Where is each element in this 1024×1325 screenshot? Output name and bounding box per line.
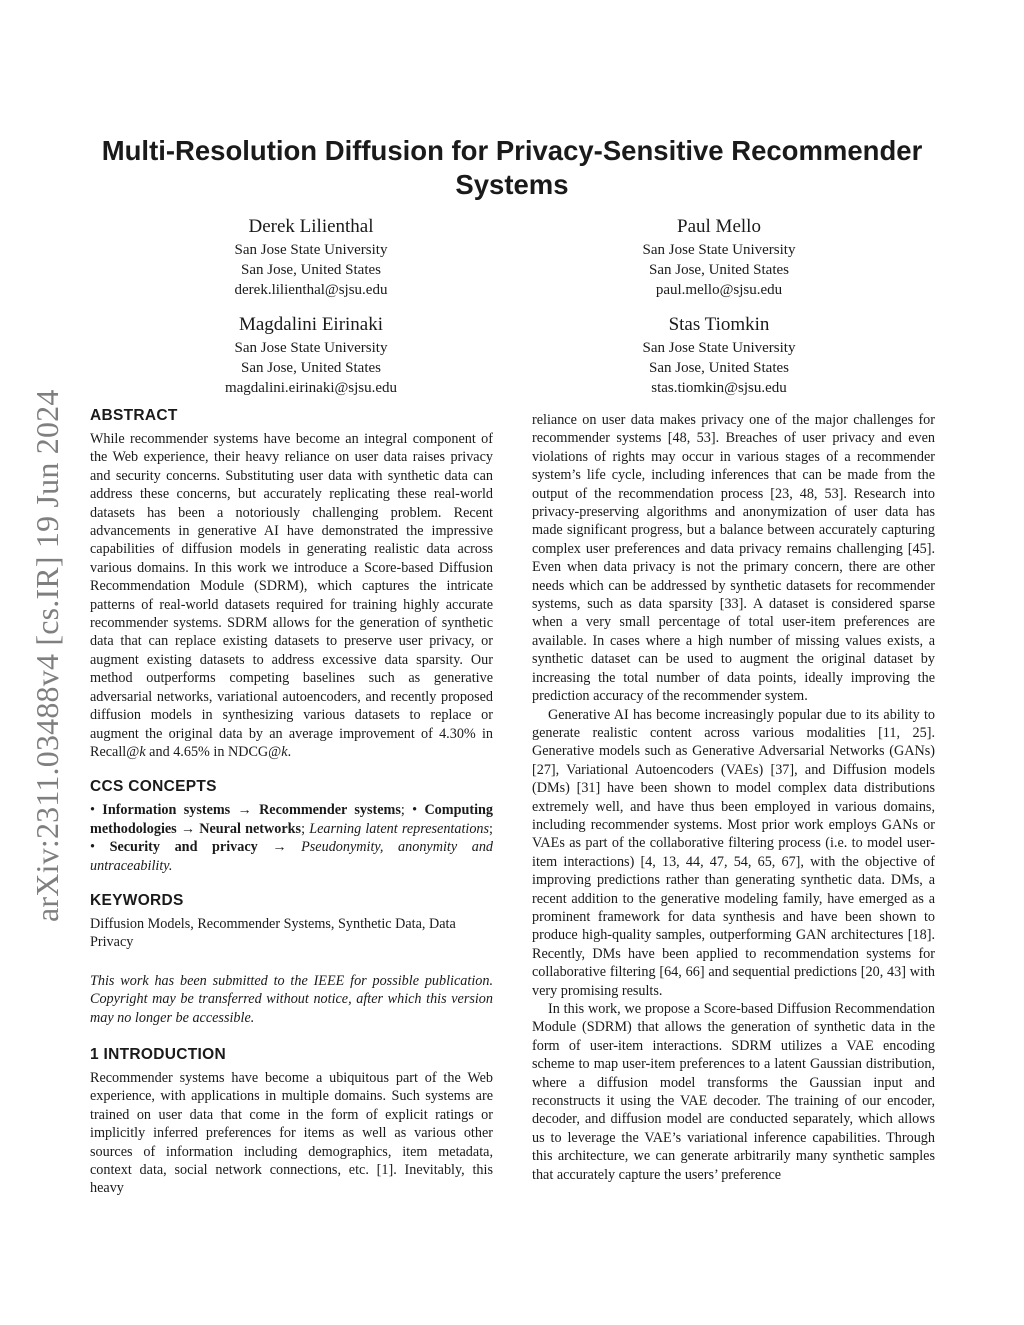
paper-title: Multi-Resolution Diffusion for Privacy-Sensitive Recommender Systems	[101, 135, 923, 200]
intro-paragraph-2: Generative AI has become increasingly popular due to its ability to generate realistic content across various modalities [11, 25]. Generative models such as Generative Adversarial Networks (GANs) [27], Variational Autoencoders (VAEs) [37], and Diffusion models (DMs) [31] have been shown to model complex data distributions extremely well, and have thus been employed in various domains, including recommender systems. Most prior work employs GANs or VAEs as part of the collaborative filtering process (i.e. to model user-item interactions) [4, 13, 44, 47, 54, 65, 67], with the objective of improving predictions rather than generating synthetic data. DMs, a recent addition to the generative modeling family, have emerged as a prominent framework for data synthesis and have been shown to produce high-quality samples, outperforming GAN architectures [18]. Recently, DMs have been applied to recommendation systems for collaborative filtering [64, 66] and sequential predictions [20, 43] with very promising results.	[532, 706, 935, 999]
author-name: Stas Tiomkin	[668, 314, 770, 335]
author-affiliation: San Jose State University	[234, 340, 388, 356]
author-location: San Jose, United States	[241, 262, 381, 278]
arxiv-identifier: arXiv:2311.03488v4 [cs.IR] 19 Jun 2024	[29, 389, 65, 923]
intro-paragraph-3: In this work, we propose a Score-based Diffusion Recommendation Module (SDRM) that allows the generation of synthetic data in the form of user-item interactions. SDRM utilizes a VAE encoding scheme to map user-item preferences to a latent Gaussian distribution, where a diffusion model transforms the Gaussian input and reconstructs it using the VAE decoder. The training of our encoder, decoder, and diffusion model are conducted separately, which allows us to leverage the VAE’s variational inference capabilities. Through this architecture, we can generate arbitrarily many synthetic samples that accurately capture the users’ preference	[532, 1001, 935, 1183]
ccs-concepts: • Information systems → Recommender systems; • Computing methodologies → Neural networks; Learning latent representations; • Security and privacy → Pseudonymity, anonymity and untraceability.	[90, 802, 494, 874]
author-name: Magdalini Eirinaki	[238, 314, 384, 335]
author-location: San Jose, United States	[649, 262, 789, 278]
author-location: San Jose, United States	[241, 360, 381, 376]
left-column	[90, 406, 493, 1198]
author-block-1	[161, 216, 461, 300]
author-name: Derek Lilienthal	[248, 216, 374, 237]
abstract-text: While recommender systems have become an integral component of the Web experience, their heavy reliance on user data raises privacy and security concerns. Substituting user data with synthetic data can address these concerns, but accurately replicating these real-world datasets has been a notoriously challenging problem. Recent advancements in generative AI have demonstrated the impressive capabilities of diffusion models in generating realistic data across various domains. In this work we introduce a Score-based Diffusion Recommendation Module (SDRM), which captures the intricate patterns of real-world datasets required for training highly accurate recommender systems. SDRM allows for the generation of synthetic data that can replace existing datasets to preserve user privacy, or augment existing datasets to address excessive data sparsity. Our method outperforms competing baselines such as generative adversarial networks, variational autoencoders, and recently proposed diffusion models in synthesizing various datasets to replace or augment the original data by an average improvement of 4.30% in Recall@k and 4.65% in NDCG@k.	[90, 431, 493, 760]
introduction-heading: 1 INTRODUCTION	[90, 1045, 226, 1063]
intro-paragraph-1: Recommender systems have become a ubiquitous part of the Web experience, with applications in multiple domains. Such systems are trained on user data that come in the form of explicit ratings or implicitly inferred preferences for items as well as various other sources of information including demographics, item metadata, context data, social network connections, etc. [1]. Inevitably, this heavy	[90, 1069, 493, 1197]
author-block-2	[569, 216, 869, 300]
author-affiliation: San Jose State University	[234, 242, 388, 258]
author-email: paul.mello@sjsu.edu	[655, 282, 783, 298]
author-name: Paul Mello	[677, 216, 761, 237]
keywords-text: Diffusion Models, Recommender Systems, Synthetic Data, Data Privacy	[90, 915, 456, 951]
author-email: magdalini.eirinaki@sjsu.edu	[224, 380, 398, 396]
author-email: derek.lilienthal@sjsu.edu	[234, 282, 388, 298]
author-affiliation: San Jose State University	[642, 340, 796, 356]
author-block-3	[161, 314, 461, 398]
author-affiliation: San Jose State University	[642, 242, 796, 258]
abstract-heading: ABSTRACT	[90, 407, 178, 424]
author-email: stas.tiomkin@sjsu.edu	[651, 380, 787, 396]
author-location: San Jose, United States	[649, 360, 789, 376]
ccs-heading: CCS CONCEPTS	[90, 778, 217, 796]
author-block-4	[569, 314, 869, 398]
ieee-notice: This work has been submitted to the IEEE for possible publication. Copyright may be transferred without notice, after which this version may no longer be accessible.	[90, 972, 493, 1026]
intro-paragraph-1-continued: reliance on user data makes privacy one of the major challenges for recommender systems [48, 53]. Breaches of user privacy and even violations of rights may occur in various stages of a recommender system’s life cycle, including inferences that can be made from the output of the recommendation process [23, 48, 53]. Research into privacy-preserving algorithms and anonymization of user data has made significant progress, but a balance between accurately capturing complex user preferences and data privacy remains challenging [45]. Even when data privacy is not the primary concern, there are other needs which can be addressed by synthetic datasets for recommender systems, such as data sparsity [33]. A dataset is considered sparse when a very small percentage of total user-item preferences are available. In cases where a high number of missing values exists, a synthetic dataset can be used to augment the original dataset by increasing the total number of data points, ideally improving the prediction accuracy of the recommender system.	[532, 412, 935, 705]
keywords-heading: KEYWORDS	[90, 891, 184, 909]
right-column	[532, 411, 935, 1184]
